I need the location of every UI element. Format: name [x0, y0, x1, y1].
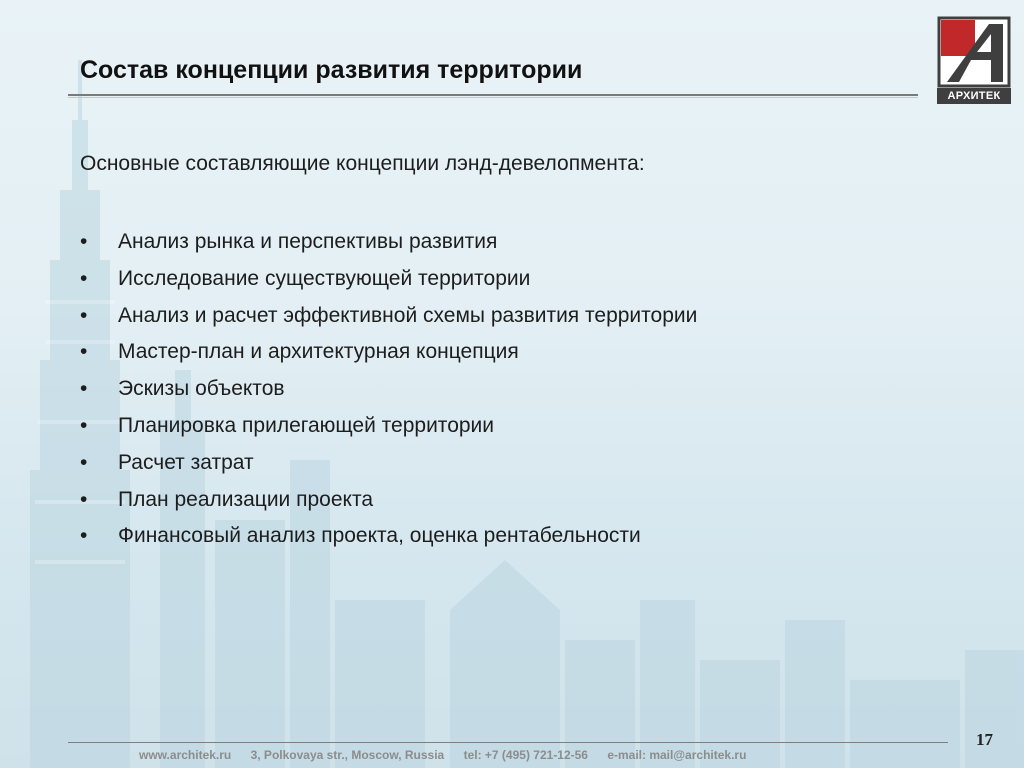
list-item	[80, 410, 697, 447]
bullet-text: Финансовый анализ проекта, оценка рентабельности	[118, 524, 641, 548]
bullet-text: Мастер-план и архитектурная концепция	[118, 340, 519, 364]
bullet-marker: •	[80, 377, 88, 401]
title-divider	[68, 94, 918, 96]
logo-text: АРХИТЕК	[937, 88, 1011, 104]
list-item	[80, 300, 697, 337]
list-item	[80, 263, 697, 300]
architek-logo-mark	[937, 16, 1011, 88]
list-item	[80, 336, 697, 373]
bullet-marker: •	[80, 450, 88, 474]
bullet-text: Эскизы объектов	[118, 377, 285, 401]
bullet-marker: •	[80, 524, 88, 548]
bullet-marker: •	[80, 230, 88, 253]
slide-title: Состав концепции развития территории	[80, 56, 583, 84]
bullet-text: Анализ и расчет эффективной схемы развития территории	[118, 303, 698, 327]
footer-website-link[interactable]: www.architek.ru	[139, 748, 232, 762]
bullet-marker: •	[80, 340, 88, 364]
list-item	[80, 520, 697, 557]
list-item	[80, 484, 697, 521]
bullet-text: План реализации проекта	[118, 487, 374, 511]
bullet-text: Исследование существующей территории	[118, 266, 531, 290]
bullet-marker: •	[80, 266, 88, 290]
intro-text: Основные составляющие концепции лэнд-девелопмента:	[80, 152, 645, 175]
page-number: 17	[976, 730, 993, 749]
bullet-marker: •	[80, 487, 88, 511]
footer-contacts	[139, 748, 762, 762]
bullet-text: Расчет затрат	[118, 450, 254, 474]
bullet-marker: •	[80, 413, 88, 437]
list-item	[80, 447, 697, 484]
bullet-text: Планировка прилегающей территории	[118, 413, 495, 437]
footer-divider	[68, 742, 948, 743]
bullet-list	[80, 226, 697, 557]
list-item	[80, 226, 697, 263]
footer-email-link[interactable]: e-mail: mail@architek.ru	[607, 748, 747, 762]
bullet-text: Анализ рынка и перспективы развития	[118, 230, 498, 253]
architek-logo	[937, 16, 1011, 104]
footer-phone: tel: +7 (495) 721-12-56	[463, 748, 588, 762]
title-divider-shadow	[68, 97, 918, 98]
footer-address: 3, Polkovaya str., Moscow, Russia	[250, 748, 445, 762]
list-item	[80, 373, 697, 410]
bullet-marker: •	[80, 303, 88, 327]
